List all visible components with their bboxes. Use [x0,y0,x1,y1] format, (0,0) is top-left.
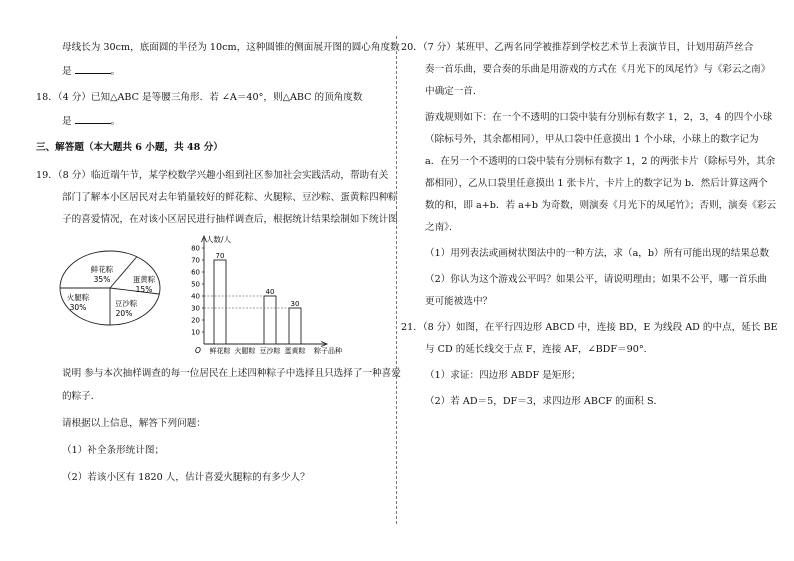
q18-text: 18．（4 分）已知△ABC 是等腰三角形．若 ∠A＝40°，则△ABC 的顶角度数 [36,92,363,103]
q19-sub-2: （2）若该小区有 1820 人，估计喜爱火腿粽的有多少人？ [62,472,310,483]
q20-line-9: 之南》． [425,222,459,233]
section-heading: 三、解答题（本大题共 6 小题，共 48 分） [36,142,223,153]
q20-line-6: a．在另一个不透明的口袋中装有分别标有数字 1，2 的两张卡片（除标号外，其余 [425,156,776,167]
y-tick-label: 50 [191,280,200,289]
bar-value-label: 70 [215,252,225,260]
pie-chart [58,248,162,328]
bar-chart [176,232,356,358]
q18-answer-blank[interactable] [75,114,111,124]
q20-sub-1: （1）用列表法或画树状图法中的一种方法，求（a，b）所有可能出现的结果总数 [425,248,770,259]
y-axis-label: 人数/人 [206,235,232,244]
q19-line-1: 19．（8 分）临近端午节，某学校数学兴趣小组到社区参加社会实践活动，帮助有关 [36,170,389,181]
bar-3 [289,308,301,344]
q20-line-3: 中确定一首． [425,86,483,97]
y-tick-label: 70 [191,256,200,265]
q19-line-3: 子的喜爱情况，在对该小区居民进行抽样调查后，根据统计结果绘制如下统计图 [62,214,398,225]
q21-line-2: 与 CD 的延长线交于点 F，连接 AF，∠BDF＝90°． [425,344,654,355]
q20-line-4: 游戏规则如下：在一个不透明的口袋中装有分别标有数字 1，2，3，4 的四个小球 [425,112,773,123]
q20-line-2: 奏一首乐曲，要合奏的乐曲是用游戏的方式在《月光下的凤尾竹》与《彩云之南》 [425,64,771,75]
q20-line-8: 数的和，即 a+b．若 a+b 为奇数，则演奏《月光下的凤尾竹》；否则，演奏《彩云 [425,200,777,211]
y-tick-label: 30 [191,304,200,313]
category-label: 火腿粽 [234,347,256,355]
bar-0 [214,260,226,344]
q17-answer-line: 是 。 [62,66,121,77]
note-line-2: 的粽子． [62,391,101,402]
note-line-1: 说明 参与本次抽样调查的每一位居民在上述四种粽子中选择且只选择了一种喜爱 [62,368,401,379]
pie-pct-dousha: 20% [115,309,133,318]
y-tick-label: 40 [191,292,200,301]
y-tick-label: 20 [191,316,200,325]
q18-answer-line: 是 。 [62,116,121,127]
pie-label-danhuang: 蛋黄粽 [132,275,156,284]
pie-pct-xianhua: 35% [93,275,111,284]
q20-sub-2b: 更可能被选中？ [425,296,493,307]
q17-continuation: 母线长为 30cm，底面圆的半径为 10cm，这种圆锥的侧面展开图的圆心角度数 [62,42,400,53]
q20-sub-2a: （2）你认为这个游戏公平吗？如果公平，请说明理由；如果不公平，哪一首乐曲 [425,274,767,285]
category-label: 豆沙粽 [259,347,281,355]
category-label: 鲜花粽 [209,347,231,355]
q19-line-2: 部门了解本小区居民对去年销量较好的鲜花粽、火腿粽、豆沙粽、蛋黄粽四种粽 [62,192,398,203]
q20-line-7: 都相同），乙从口袋里任意摸出 1 张卡片，卡片上的数字记为 b．然后计算这两个 [425,178,768,189]
bar-value-label: 40 [265,288,275,296]
x-axis-label: 粽子品种 [314,347,342,355]
q20-line-5: （除标号外，其余都相同），甲从口袋中任意摸出 1 个小球，小球上的数字记为 [425,134,759,145]
y-tick-label: 80 [191,244,200,253]
bar-2 [264,296,276,344]
right-column [397,0,794,561]
q21-sub-2: （2）若 AD＝5，DF＝3，求四边形 ABCF 的面积 S． [425,396,664,407]
y-tick-label: 10 [191,328,200,337]
origin-label: O [195,346,201,355]
y-tick-label: 60 [191,268,200,277]
q21-line-1: 21．（8 分）如图，在平行四边形 ABCD 中，连接 BD，E 为线段 AD 的中点，延长 BE [401,322,778,333]
pie-label-dousha: 豆沙粽 [114,299,138,308]
bar-value-label: 30 [290,300,300,308]
category-label: 蛋黄粽 [284,347,306,355]
pie-pct-huotui: 30% [69,303,87,312]
q17-answer-blank[interactable] [75,64,111,74]
pie-label-huotui: 火腿粽 [66,293,90,302]
q20-line-1: 20．（7 分）某班甲、乙两名同学被推荐到学校艺术节上表演节目，计划用葫芦丝合 [401,42,754,53]
instructions: 请根据以上信息，解答下列问题： [62,418,206,429]
pie-label-xianhua: 鲜花粽 [90,265,114,274]
q21-sub-1: （1）求证：四边形 ABDF 是矩形； [425,370,581,381]
q19-sub-1: （1）补全条形统计图； [62,445,165,456]
pie-pct-danhuang: 15% [135,285,153,294]
